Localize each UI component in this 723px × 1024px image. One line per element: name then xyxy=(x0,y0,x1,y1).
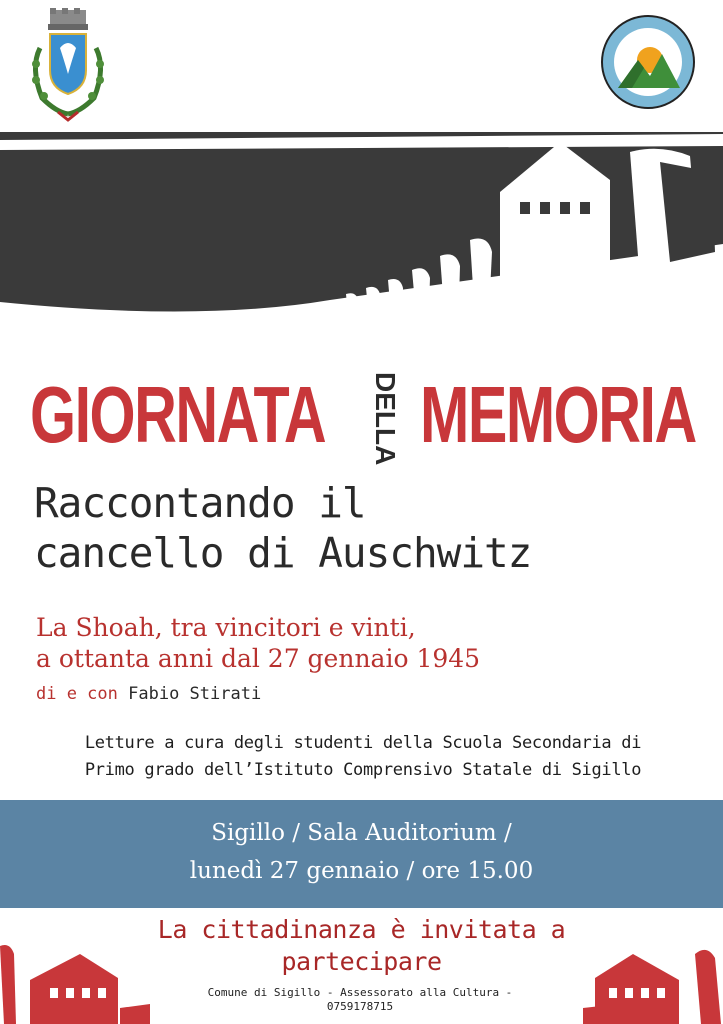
organizer-footer xyxy=(180,986,540,1014)
readings-line-2: Primo grado dell’Istituto Comprensivo Statale di Sigillo xyxy=(84,760,642,780)
subtitle-line-2: cancello di Auschwitz xyxy=(34,529,532,577)
invite-line-2: partecipare xyxy=(281,947,442,976)
event-title xyxy=(30,366,700,464)
credit-prefix: di e con xyxy=(36,684,118,704)
mountain-sun-icon xyxy=(600,14,696,110)
author-credit xyxy=(36,684,261,704)
date-line: lunedì 27 gennaio / ore 15.00 xyxy=(189,858,534,884)
tagline-line-2: a ottanta anni dal 27 gennaio 1945 xyxy=(36,644,481,673)
tagline xyxy=(36,612,696,674)
readings-note xyxy=(10,730,716,784)
footer-phone: 0759178715 xyxy=(326,1000,394,1013)
venue-line: Sigillo / Sala Auditorium / xyxy=(211,820,512,846)
venue-date-band xyxy=(0,800,723,908)
subtitle xyxy=(34,478,704,578)
invite-line-1: La cittadinanza è invitata a xyxy=(157,915,566,944)
title-della: DELLA xyxy=(370,372,401,466)
coat-of-arms-icon xyxy=(22,8,114,124)
invitation xyxy=(0,914,723,978)
camp-fence-icon xyxy=(0,132,723,354)
subtitle-line-1: Raccontando il xyxy=(34,479,366,527)
title-memoria: MEMORIA xyxy=(420,370,696,459)
title-giornata: GIORNATA xyxy=(30,370,326,459)
auschwitz-banner xyxy=(0,132,723,354)
author-name: Fabio Stirati xyxy=(128,684,262,704)
readings-line-1: Letture a cura degli studenti della Scuola Secondaria di xyxy=(84,733,642,753)
tagline-line-1: La Shoah, tra vincitori e vinti, xyxy=(36,613,416,642)
footer-line-1: Comune di Sigillo - Assessorato alla Cultura - xyxy=(207,986,513,999)
